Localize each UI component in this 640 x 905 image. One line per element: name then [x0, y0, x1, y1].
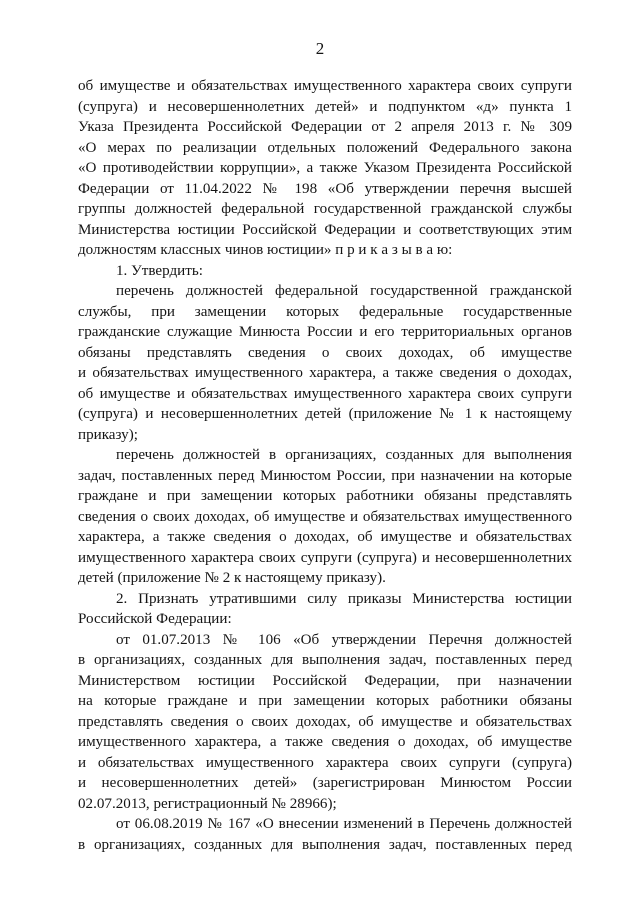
- text-line: детей (приложение № 2 к настоящему приказу).: [78, 570, 386, 586]
- text-line: задач, поставленных перед Минюстом России, при назначении на которые: [78, 467, 572, 484]
- text-line: «О противодействии коррупции», а также Указом Президента Российской: [78, 160, 572, 176]
- text-line: и обязательствах имущественного характера своих супруги (супруга): [78, 754, 572, 771]
- text-line: Российской Федерации:: [78, 611, 232, 627]
- text-line: в организациях, созданных для выполнения задач, поставленных перед: [78, 836, 572, 853]
- text-line: и обязательствах имущественного характера, а также сведения о доходах,: [78, 365, 572, 381]
- text-line: об имуществе и обязательствах имущественного характера своих супруги: [78, 78, 572, 94]
- text-line: перечень должностей в организациях, созданных для выполнения: [116, 447, 572, 463]
- text-line: характера, а также сведения о доходах, об имуществе и обязательствах: [78, 529, 572, 545]
- text-line: представлять сведения о своих доходах, об имуществе и обязательствах: [78, 713, 572, 730]
- text-line: на которые граждане и при замещении которых работники обязаны: [78, 693, 572, 709]
- text-line: и несовершеннолетних детей» (зарегистрирован Минюстом России: [78, 775, 572, 791]
- page-number: 2: [315, 39, 325, 58]
- text-line: от 06.08.2019 № 167 «О внесении изменений в Перечень должностей: [116, 816, 572, 832]
- text-line: должностям классных чинов юстиции» п р и к а з ы в а ю:: [78, 242, 453, 258]
- text-line: (супруга) и несовершеннолетних детей» и подпунктом «д» пункта 1: [78, 98, 572, 115]
- text-line: об имуществе и обязательствах имущественного характера своих супруги: [78, 385, 572, 402]
- document-body: [78, 76, 572, 855]
- text-line: приказу);: [78, 426, 138, 443]
- text-line: Министерства юстиции Российской Федерации и соответствующих этим: [78, 221, 572, 238]
- text-line: группы должностей федеральной государственной гражданской службы: [78, 201, 572, 217]
- text-line: «О мерах по реализации отдельных положений Федерального закона: [78, 139, 572, 156]
- text-line: перечень должностей федеральной государственной гражданской: [116, 283, 572, 299]
- text-line: от 01.07.2013 № 106 «Об утверждении Перечня должностей: [116, 631, 572, 648]
- text-line: в организациях, созданных для выполнения задач, поставленных перед: [78, 652, 572, 668]
- text-line: гражданские служащие Минюста России и его территориальных органов: [78, 324, 572, 340]
- text-line: службы, при замещении которых федеральные государственные: [78, 303, 572, 320]
- text-line: Министерством юстиции Российской Федерации, при назначении: [78, 672, 572, 689]
- text-line: сведения о своих доходах, об имуществе и обязательствах имущественного: [78, 508, 572, 525]
- text-line: 2. Признать утратившими силу приказы Министерства юстиции: [116, 590, 572, 607]
- text-line: имущественного характера, а также сведения о доходах, об имуществе: [78, 734, 572, 750]
- text-line: 02.07.2013, регистрационный № 28966);: [78, 795, 337, 812]
- text-line: 1. Утвердить:: [116, 262, 203, 279]
- text-line: обязаны представлять сведения о своих доходах, об имуществе: [78, 344, 572, 361]
- text-line: граждане и при замещении которых работники обязаны представлять: [78, 488, 572, 504]
- text-line: (супруга) и несовершеннолетних детей (приложение № 1 к настоящему: [78, 406, 572, 422]
- text-line: Указа Президента Российской Федерации от 2 апреля 2013 г. № 309: [78, 119, 572, 135]
- text-line: имущественного характера своих супруги (супруга) и несовершеннолетних: [78, 549, 572, 566]
- text-line: Федерации от 11.04.2022 № 198 «Об утверждении перечня высшей: [78, 180, 572, 197]
